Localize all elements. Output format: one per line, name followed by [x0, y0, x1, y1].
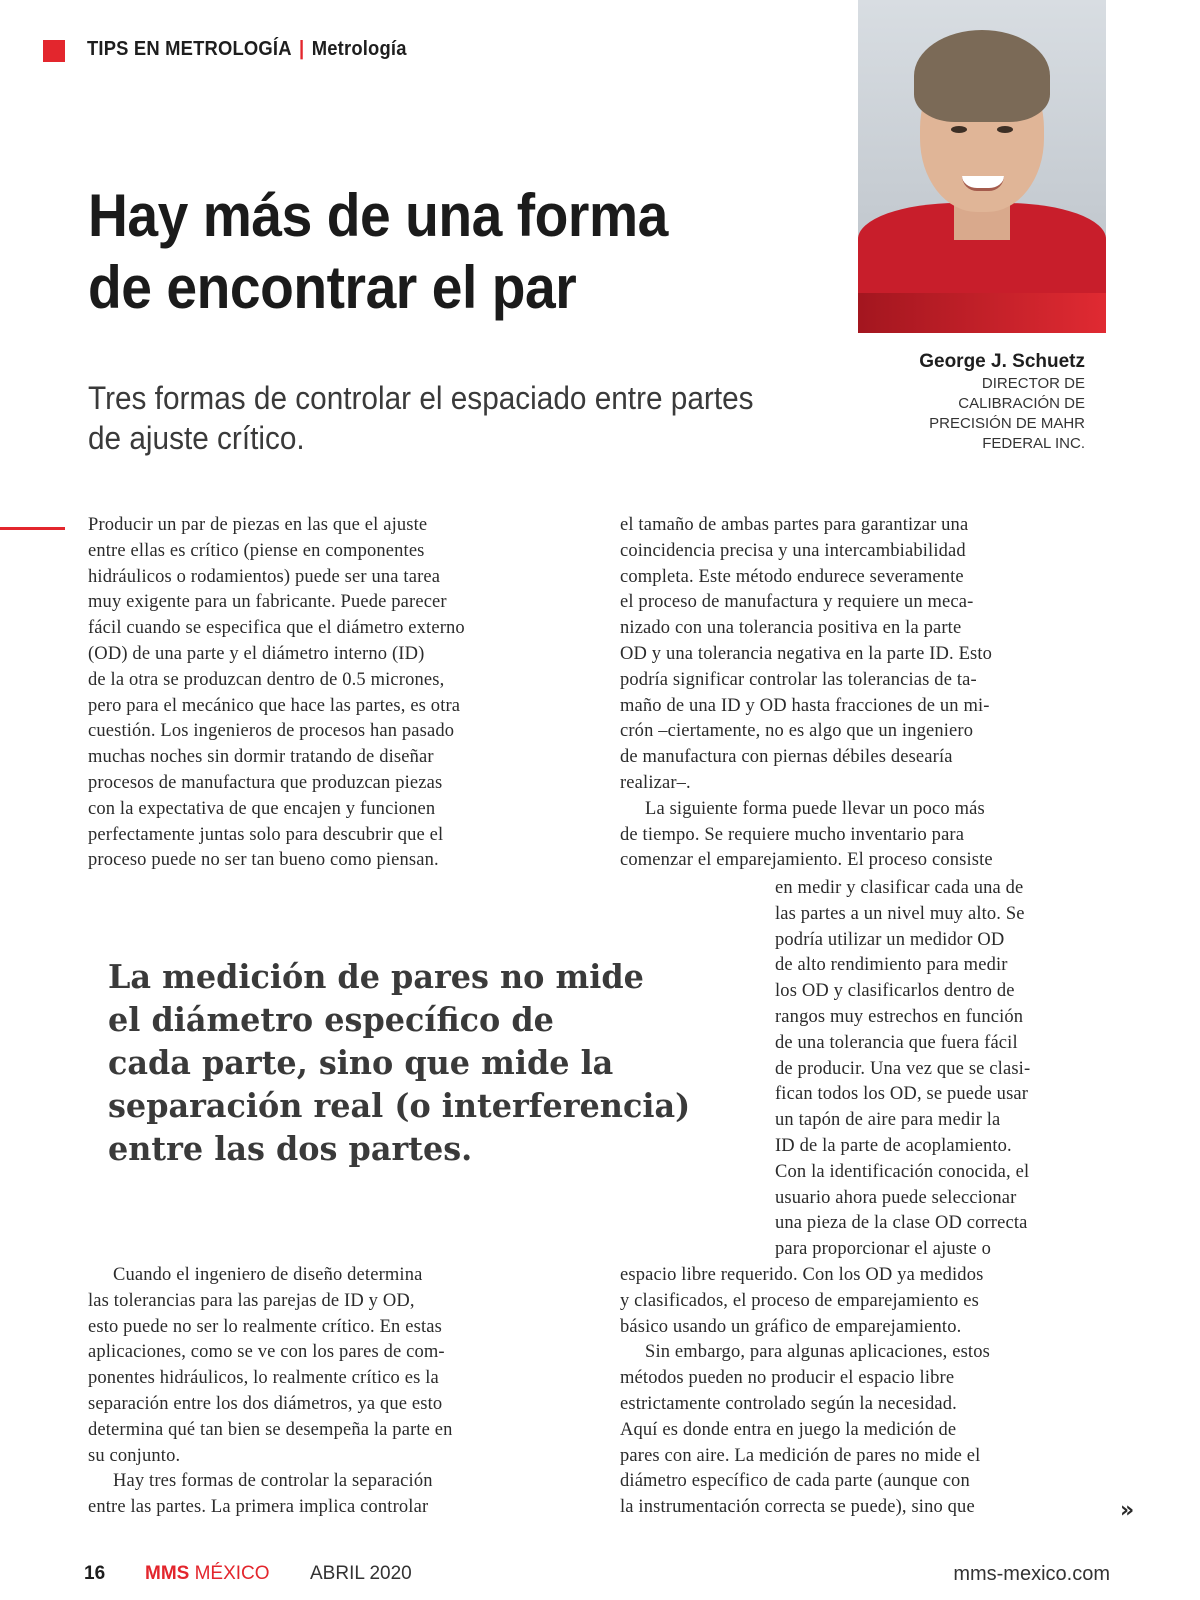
magazine-brand: [145, 1563, 270, 1585]
website-link[interactable]: mms-mexico.com: [953, 1563, 1110, 1585]
continue-arrow-icon: »: [1120, 1498, 1135, 1523]
body-column-2-top: [620, 513, 1110, 874]
section-category: Metrología: [311, 38, 407, 60]
issue-date: ABRIL 2020: [310, 1563, 412, 1584]
accent-rule: [0, 527, 65, 530]
article-title-line-2: de encontrar el par: [88, 254, 577, 321]
page-number: 16: [84, 1563, 106, 1584]
body-paragraph: Sin embargo, para algunas aplicaciones, estos métodos pueden no producir el espacio libre estrictamente controlado según la necesidad. Aquí es donde entra en juego la medición de pares con aire. La medición de pares no mide el diámetro específico de cada parte (aunque con la instrumentación correcta se puede), sino que: [620, 1342, 990, 1518]
section-divider: |: [299, 38, 305, 60]
body-paragraph: en medir y clasificar cada una de las partes a un nivel muy alto. Se podría utilizar un medidor OD de alto rendimiento para medir los OD y clasificarlos dentro de rangos muy estrechos en función de una tolerancia que fuera fácil de producir. Una vez que se clasi- fican todos los OD, se puede usar un tapón de aire para medir la ID de la parte de acoplamiento. Con la identificación conocida, el usuario ahora puede seleccionar una pieza de la clase OD correcta para proporcionar el ajuste o: [775, 878, 1031, 1260]
body-paragraph: el tamaño de ambas partes para garantizar una coincidencia precisa y una intercambiabilidad completa. Este método endurece severamente el proceso de manufactura y requiere un meca- nizado con una tolerancia positiva en la parte OD y una tolerancia negativa en la parte ID. Esto podría significar controlar las tolerancias de ta- maño de una ID y OD hasta fracciones de un mi- crón –ciertamente, no es algo que un ingeniero de manufactura con piernas débiles desearía realizar–.: [620, 515, 993, 793]
section-header: [87, 38, 407, 61]
body-column-1-bottom: [88, 1263, 588, 1521]
section-marker: [43, 40, 65, 62]
photo-red-bar: [858, 293, 1106, 333]
article-title: [88, 180, 787, 324]
author-name: George J. Schuetz: [919, 351, 1085, 372]
body-paragraph: Producir un par de piezas en las que el ajuste entre ellas es crítico (piense en componentes hidráulicos o rodamientos) puede ser una tarea muy exigente para un fabricante. Puede parecer fácil cuando se especifica que el diámetro externo (OD) de una parte y el diámetro interno (ID) de la otra se produzcan dentro de 0.5 micrones, pero para el mecánico que hace las partes, es otra cuestión. Los ingenieros de procesos han pasado muchas noches sin dormir tratando de diseñar procesos de manufactura que produzcan piezas con la expectativa de que encajen y funcionen perfectamente juntas solo para descubrir que el proceso puede no ser tan bueno como piensan.: [88, 515, 465, 871]
author-photo-hair: [914, 30, 1050, 122]
body-paragraph: espacio libre requerido. Con los OD ya medidos y clasificados, el proceso de emparejamiento es básico usando un gráfico de emparejamiento.: [620, 1265, 984, 1337]
body-paragraph: Cuando el ingeniero de diseño determina las tolerancias para las parejas de ID y OD, esto puede no ser lo realmente crítico. En estas aplicaciones, como se ve con los pares de com- ponentes hidráulicos, lo realmente crítico es la separación entre los dos diámetros, ya que esto determina qué tan bien se desempeña la parte en su conjunto.: [88, 1265, 453, 1466]
author-photo-eye-left: [951, 126, 967, 133]
brand-mms: MMS: [145, 1563, 190, 1584]
pull-quote: La medición de pares no mide el diámetro específico de cada parte, sino que mide la separación real (o interferencia) entre las dos partes.: [108, 957, 691, 1168]
brand-mexico: MÉXICO: [194, 1563, 270, 1584]
author-byline: [845, 350, 1085, 454]
body-column-2-bottom: [620, 1263, 1110, 1521]
article-title-line-1: Hay más de una forma: [88, 182, 668, 249]
body-column-2-narrow: [775, 876, 1110, 1263]
article-subtitle: [88, 378, 813, 458]
section-name: TIPS EN METROLOGÍA: [87, 38, 292, 60]
article-subtitle-line-1: Tres formas de controlar el espaciado entre partes: [88, 380, 754, 416]
author-photo-eye-right: [997, 126, 1013, 133]
body-paragraph: La siguiente forma puede llevar un poco más de tiempo. Se requiere mucho inventario para comenzar el emparejamiento. El proceso consiste: [620, 798, 993, 871]
body-column-1-top: [88, 513, 588, 874]
body-paragraph: Hay tres formas de controlar la separación entre las partes. La primera implica controlar: [88, 1471, 433, 1518]
article-subtitle-line-2: de ajuste crítico.: [88, 420, 305, 456]
author-role: DIRECTOR DE CALIBRACIÓN DE PRECISIÓN DE MAHR FEDERAL INC.: [929, 375, 1085, 452]
author-photo: [858, 0, 1106, 333]
